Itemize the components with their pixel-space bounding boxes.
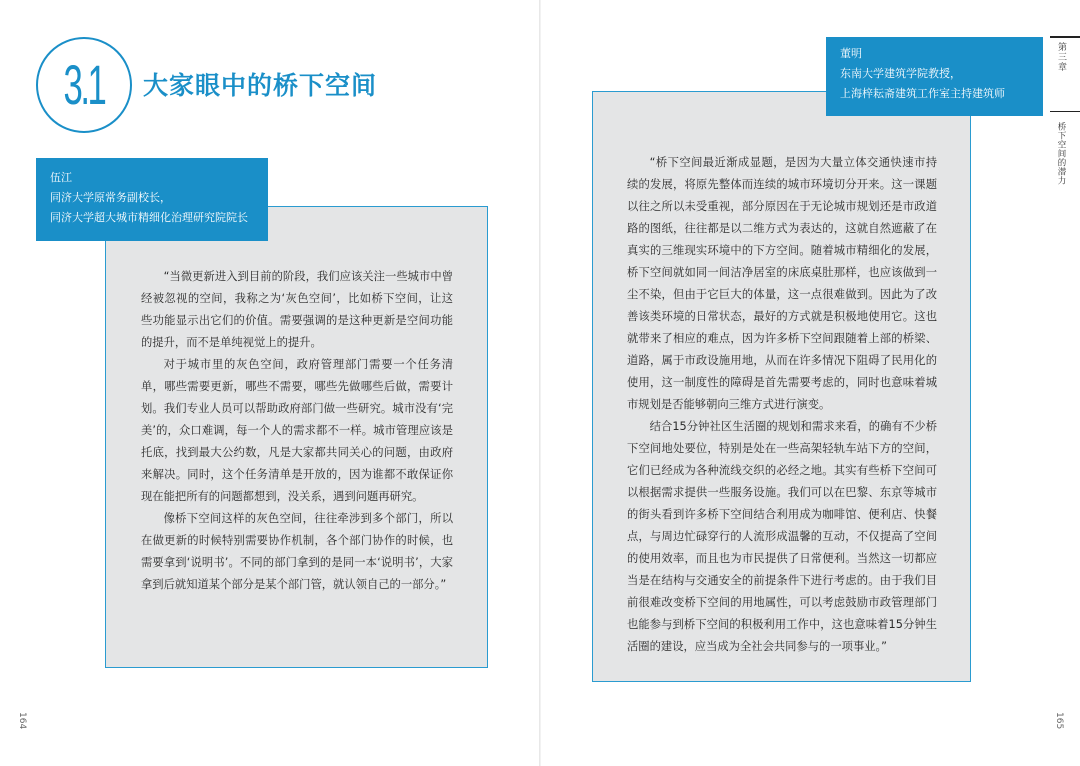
chapter-subtitle: 桥下空间的潜力 <box>1056 122 1066 185</box>
section-title: 大家眼中的桥下空间 <box>143 71 378 100</box>
section-number: 3.1 <box>63 53 105 116</box>
right-quote-text <box>627 152 937 658</box>
right-quote-paragraph: 结合15分钟社区生活圈的规划和需求来看，的确有不少桥下空间地处要位，特别是处在一些高架轻轨车站下方的空间，它们已经成为各种流线交织的必经之地。其实有些桥下空间可以根据需求提供一些服务设施。我们可以在巴黎、东京等城市的街头看到许多桥下空间结合利用成为咖啡馆、便利店、快餐点，与周边忙碌穿行的人流形成温馨的互动，不仅提高了空间的使用效率，而且也为市民提供了日常便利。当然这一切都应当是在结构与交通安全的前提条件下进行考虑的。由于我们目前很难改变桥下空间的用地属性，可以考虑鼓励市政管理部门也能参与到桥下空间的积极利用工作中，这也意味着15分钟生活圈的建设，应当成为全社会共同参与的一项事业。” <box>627 420 937 653</box>
left-author-title-1: 同济大学原常务副校长， <box>50 191 171 204</box>
left-author-name: 伍江 <box>50 171 72 184</box>
page-spine <box>539 0 541 766</box>
right-author-title-1: 东南大学建筑学院教授， <box>840 67 961 80</box>
right-author-tag <box>826 37 1043 116</box>
right-quote-paragraph: “桥下空间最近渐成显题，是因为大量立体交通快速市持续的发展，将原先整体而连续的城市环境切分开来。这一课题以往之所以未受重视，部分原因在于无论城市规划还是市政道路的图纸，往往都是以二维方式为表达的，这就自然遮蔽了在真实的三维现实环境中的下方空间。随着城市精细化的发展，桥下空间就如同一间洁净居室的床底桌肚那样，也应该做到一尘不染，但由于它巨大的体量，这一点很难做到。因此为了改善该类环境的日常状态，最好的方式就是积极地使用它。这也就带来了相应的难点，因为许多桥下空间跟随着上部的桥梁、道路，属于市政设施用地，从而在许多情况下阻碍了民用化的使用，这一制度性的障碍是首先需要考虑的，同时也意味着城市规划是否能够朝向三维方式进行演变。 <box>627 156 937 411</box>
left-quote-text <box>141 266 453 596</box>
left-author-title-2: 同济大学超大城市精细化治理研究院院长 <box>50 211 248 224</box>
chapter-rule-secondary <box>1050 111 1080 112</box>
left-quote-paragraph: 对于城市里的灰色空间，政府管理部门需要一个任务清单，哪些需要更新，哪些不需要，哪些先做哪些后做，需要计划。我们专业人员可以帮助政府部门做一些研究。城市没有‘完美’的，众口难调，每一个人的需求都不一样。城市管理应该是托底，找到最大公约数，凡是大家都共同关心的问题，由政府来解决。同时，这个任务清单是开放的，因为谁都不敢保证你现在能把所有的问题都想到，没关系，遇到问题再研究。 <box>141 358 453 503</box>
chapter-rule <box>1050 36 1080 38</box>
chapter-label: 第三章 <box>1056 42 1066 72</box>
left-author-tag <box>36 158 268 241</box>
right-author-title-2: 上海梓耘斋建筑工作室主持建筑师 <box>840 87 1005 100</box>
section-number-badge <box>36 37 132 133</box>
left-quote-paragraph: “当微更新进入到目前的阶段，我们应该关注一些城市中曾经被忽视的空间，我称之为‘灰色空间’，比如桥下空间，让这些功能显示出它们的价值。需要强调的是这种更新是空间功能的提升，而不是单纯视觉上的提升。 <box>141 270 453 349</box>
page-number-right: 165 <box>1054 712 1064 730</box>
left-quote-paragraph: 像桥下空间这样的灰色空间，往往牵涉到多个部门，所以在做更新的时候特别需要协作机制，各个部门协作的时候，也需要拿到‘说明书’。不同的部门拿到的是同一本‘说明书’，大家拿到后就知道某个部分是某个部门管，就认领自己的一部分。” <box>141 512 453 591</box>
page-number-left: 164 <box>17 712 27 730</box>
right-author-name: 董明 <box>840 47 862 60</box>
